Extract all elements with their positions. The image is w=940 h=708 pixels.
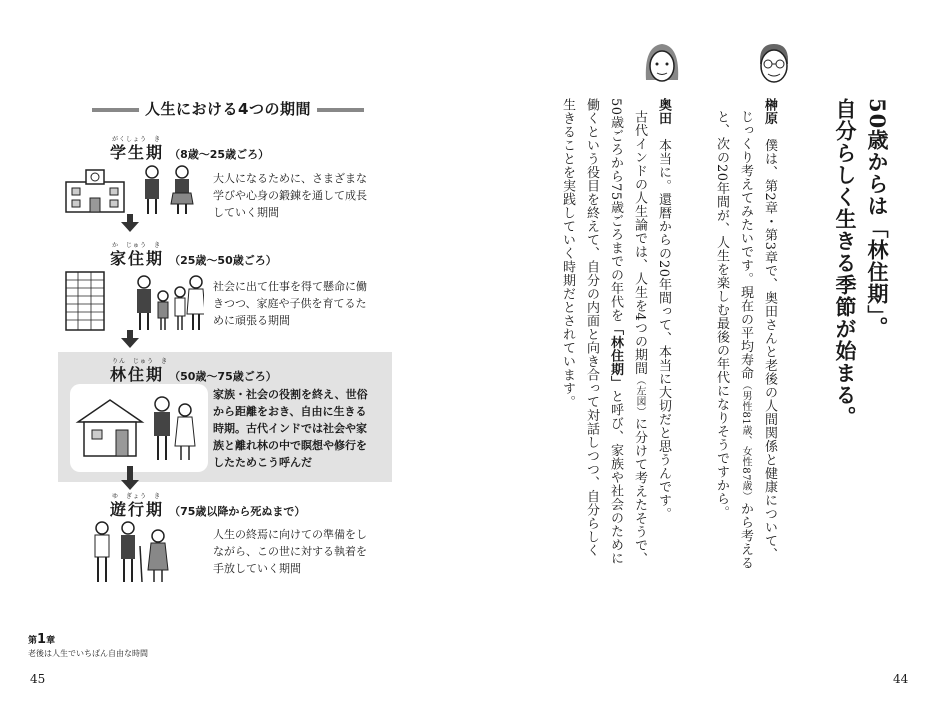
- period-3-range: （50歳〜75歳ごろ）: [169, 370, 277, 383]
- school-students-illustration: [64, 160, 204, 216]
- period-3-description: [213, 386, 388, 471]
- chapter-number: 1: [37, 632, 47, 647]
- speaker1-text-2: じっくり考えてみたいです。現在の平均寿命: [738, 110, 753, 380]
- speaker1-column-3: と、次の20年間が、人生を楽しむ最後の年代になりそうですから。: [714, 110, 729, 520]
- period-4-range: （75歳以降から死ぬまで）: [169, 505, 306, 518]
- arrow-3-stem: [127, 466, 133, 480]
- speaker2-column-4: 働くという役目を終えて、自分の内面と向き合って対話しつつ、自分らしく: [584, 98, 599, 557]
- speaker2-text-2b: に分けて考えたそうで、: [632, 417, 647, 566]
- period-4-description: [213, 526, 388, 577]
- speaker2-column-1: [654, 98, 673, 521]
- period-1-line-2: 学びや心身の鍛錬を通して成長: [213, 189, 367, 202]
- heading-line-1: 50歳からは「林住期」。: [865, 98, 890, 339]
- period-3-ruby: りん じゅう き: [112, 358, 169, 365]
- period-2-line-2: きつつ、家庭や子供を育てるた: [213, 297, 367, 310]
- diagram-title-text: 人生における4つの期間: [139, 98, 317, 119]
- period-4-line-1: 人生の終焉に向けての準備をし: [213, 528, 367, 541]
- period-3-heading: [110, 362, 277, 385]
- speaker1-column-1: [760, 98, 779, 561]
- speaker2-column-3: [606, 98, 625, 565]
- down-arrow-3-icon: [121, 480, 139, 490]
- period-4-name: 遊行期: [110, 500, 165, 519]
- period-2-description: [213, 278, 388, 329]
- speaker2-column-2: [630, 110, 649, 566]
- speaker2-text-1: 本当に。還暦からの20年間って、本当に大切だと思うんです。: [656, 138, 671, 521]
- see-left-figure-note: （左図）: [634, 375, 645, 418]
- chapter-suffix: 章: [46, 636, 56, 646]
- speaker1-name: 榊原: [762, 98, 777, 125]
- chapter-label: [28, 632, 55, 647]
- arrow-1-stem: [127, 214, 133, 222]
- page-number-right: 44: [893, 672, 909, 686]
- period-3-line-3: 時期。古代インドでは社会や家: [213, 422, 367, 435]
- period-2-ruby: か じゅう き: [112, 242, 162, 249]
- speaker2-column-5: 生きることを実践していく時期だとされています。: [560, 98, 575, 409]
- period-3-name: 林住期: [110, 365, 165, 384]
- period-1-range: （8歳〜25歳ごろ）: [169, 148, 270, 161]
- diagram-title: [92, 98, 364, 120]
- period-3-line-4: 族と離れ林の中で瞑想や修行を: [213, 439, 367, 452]
- okuda-avatar-icon: [642, 40, 682, 88]
- period-1-line-3: していく期間: [213, 206, 279, 219]
- period-2-line-1: 社会に出て仕事を得て懸命に働: [213, 280, 367, 293]
- period-1-name: 学生期: [110, 143, 165, 162]
- sakakibara-avatar-icon: [754, 40, 794, 88]
- house-couple-illustration: [74, 392, 204, 466]
- period-3-line-2: から距離をおき、自由に生きる: [213, 405, 367, 418]
- speaker2-text-3b: と呼び、家族や社会のために: [608, 389, 623, 566]
- period-1-ruby: がくしょう き: [112, 136, 162, 143]
- speaker1-text-1: 僕は、第2章・第3章で、奥田さんと老後の人間関係と健康について、: [762, 138, 777, 562]
- office-family-illustration: [64, 268, 204, 334]
- rinjuki-term: 「林住期」: [608, 322, 623, 390]
- speaker2-text-2a: 古代インドの人生論では、人生を4つの期間: [632, 110, 647, 376]
- page-number-left: 45: [30, 672, 46, 686]
- speaker1-column-2: [736, 110, 755, 569]
- period-1-description: [213, 170, 388, 221]
- period-3-line-5: したためこう呼んだ: [213, 456, 312, 469]
- period-4-line-3: 手放していく期間: [213, 562, 301, 575]
- life-expectancy-note: （男性81歳、女性87歳）: [740, 380, 751, 502]
- period-2-name: 家住期: [110, 249, 165, 268]
- chapter-prefix: 第: [28, 636, 38, 646]
- period-2-range: （25歳〜50歳ごろ）: [169, 254, 277, 267]
- period-4-ruby: ゆ ぎょう き: [112, 493, 162, 500]
- down-arrow-1-icon: [121, 222, 139, 232]
- period-4-line-2: ながら、この世に対する執着を: [213, 545, 367, 558]
- period-3-line-1: 家族・社会の役割を終え、世俗: [213, 388, 368, 401]
- down-arrow-2-icon: [121, 338, 139, 348]
- period-2-line-3: めに頑張る期間: [213, 314, 290, 327]
- period-2-heading: [110, 246, 277, 269]
- speaker2-name: 奥田: [656, 98, 671, 125]
- speaker2-text-3a: 50歳ごろから75歳ごろまでの年代を: [608, 98, 623, 323]
- elderly-family-illustration: [88, 516, 178, 588]
- speaker1-text-2-end: から考える: [738, 501, 753, 570]
- period-1-line-1: 大人になるために、さまざまな: [213, 172, 367, 185]
- arrow-2-stem: [127, 330, 133, 338]
- heading-line-2: 自分らしく生きる季節が始まる。: [833, 98, 858, 428]
- chapter-subtitle: 老後は人生でいちばん自由な時間: [28, 649, 148, 658]
